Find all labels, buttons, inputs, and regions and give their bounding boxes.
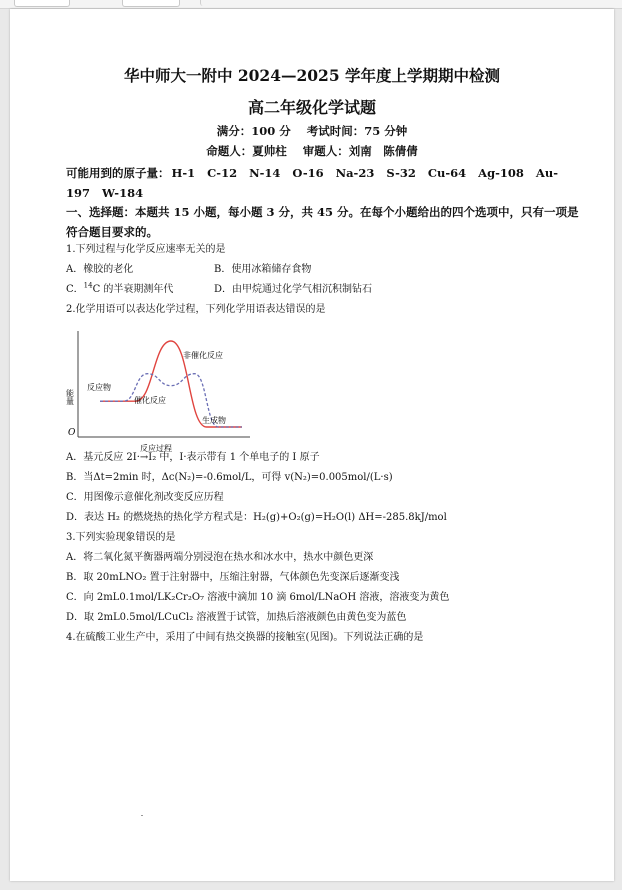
q3-option-c: C．向 2mL0.1mol/LK₂Cr₂O₇ 溶液中滴加 10 滴 6mol/LNaOH 溶液，溶液变为黄色 <box>66 592 450 603</box>
atom-mass: Au-197 <box>66 166 558 200</box>
q3-option-b: B．取 20mLNO₂ 置于注射器中，压缩注射器，气体颜色先变深后逐渐变浅 <box>66 572 400 583</box>
atomic-masses-label: 可能用到的原子量： <box>66 166 170 180</box>
atom-mass: O-16 <box>292 166 324 180</box>
atom-mass: S-32 <box>386 166 416 180</box>
q2-option-a: A．基元反应 2I·→I₂ 中，I·表示带有 1 个单电子的 I 原子 <box>66 452 320 463</box>
exam-score: 满分：100 分 <box>216 124 291 138</box>
q1-option-d: D．由甲烷通过化学气相沉积制钻石 <box>214 284 373 295</box>
exam-subtitle: 高二年级化学试题 <box>247 98 376 117</box>
exam-reviewer: 审题人：刘南 陈倩倩 <box>302 144 418 158</box>
toolbar-area <box>200 0 491 6</box>
atom-mass: Cu-64 <box>427 166 467 180</box>
catalyzed-label: 催化反应 <box>134 396 166 405</box>
uncatalyzed-label: 非催化反应 <box>183 351 223 360</box>
x-axis-label: 反应过程 <box>140 444 172 453</box>
q3-stem: 3.下列实验现象错误的是 <box>66 532 176 543</box>
q1-options-cd <box>66 280 566 295</box>
exam-meta <box>10 123 614 139</box>
atom-mass: Ag-108 <box>478 166 524 180</box>
q1-options-ab <box>66 260 566 275</box>
origin-label: O <box>68 428 76 438</box>
q1-option-c-sup: 14 <box>83 281 93 290</box>
q3-option-a: A．将二氧化氮平衡器两端分别浸泡在热水和冰水中，热水中颜色更深 <box>66 552 374 563</box>
atom-mass: Na-23 <box>335 166 375 180</box>
exam-time: 考试时间：75 分钟 <box>306 124 408 138</box>
energy-diagram <box>66 327 256 457</box>
atomic-masses <box>66 163 580 203</box>
q2-option-b: B．当Δt=2min 时，Δc(N₂)=-0.6mol/L，可得 v(N₂)=0.005mol/(L·s) <box>66 472 393 483</box>
atom-mass: C-12 <box>207 166 238 180</box>
q2-option-c: C．用图像示意催化剂改变反应历程 <box>66 492 224 503</box>
page-mark <box>141 815 143 816</box>
reactant-label: 反应物 <box>87 383 111 392</box>
q1-option-b: B．使用冰箱储存食物 <box>214 264 312 275</box>
toolbar-button[interactable] <box>122 0 180 7</box>
q1-option-c-prefix: C． <box>66 284 84 295</box>
q1-option-c <box>66 281 174 295</box>
q2-option-d: D．表达 H₂ 的燃烧热的热化学方程式是：H₂(g)+O₂(g)=H₂O(l) ΔH=-285.8kJ/mol <box>66 512 447 523</box>
q3-option-d: D．取 2mL0.5mol/LCuCl₂ 溶液置于试管，加热后溶液颜色由黄色变为蓝色 <box>66 612 407 623</box>
atom-mass: H-1 <box>171 166 196 180</box>
q1-option-c-text: C 的半衰期测年代 <box>92 284 174 295</box>
exam-title: 华中师大一附中 2024—2025 学年度上学期期中检测 <box>123 66 501 85</box>
y-axis-label: 能量 <box>66 389 75 405</box>
section-heading: 一、选择题：本题共 15 小题，每小题 3 分，共 45 分。在每个小题给出的四个选项中，只有一项是符合题目要求的。 <box>66 205 579 239</box>
document-page <box>10 9 614 881</box>
atom-mass: N-14 <box>249 166 281 180</box>
q1-stem: 1.下列过程与化学反应速率无关的是 <box>66 244 226 255</box>
toolbar <box>0 0 622 9</box>
exam-authors <box>10 143 614 159</box>
exam-setter: 命题人：夏帅柱 <box>206 144 287 158</box>
q2-stem: 2.化学用语可以表达化学过程，下列化学用语表达错误的是 <box>66 304 326 315</box>
toolbar-button[interactable] <box>14 0 70 7</box>
q1-option-a: A．橡胶的老化 <box>66 264 134 275</box>
q4-stem: 4.在硫酸工业生产中，采用了中间有热交换器的接触室(见图)。下列说法正确的是 <box>66 632 424 643</box>
product-label: 生成物 <box>202 416 226 425</box>
atom-mass: W-184 <box>102 186 144 200</box>
